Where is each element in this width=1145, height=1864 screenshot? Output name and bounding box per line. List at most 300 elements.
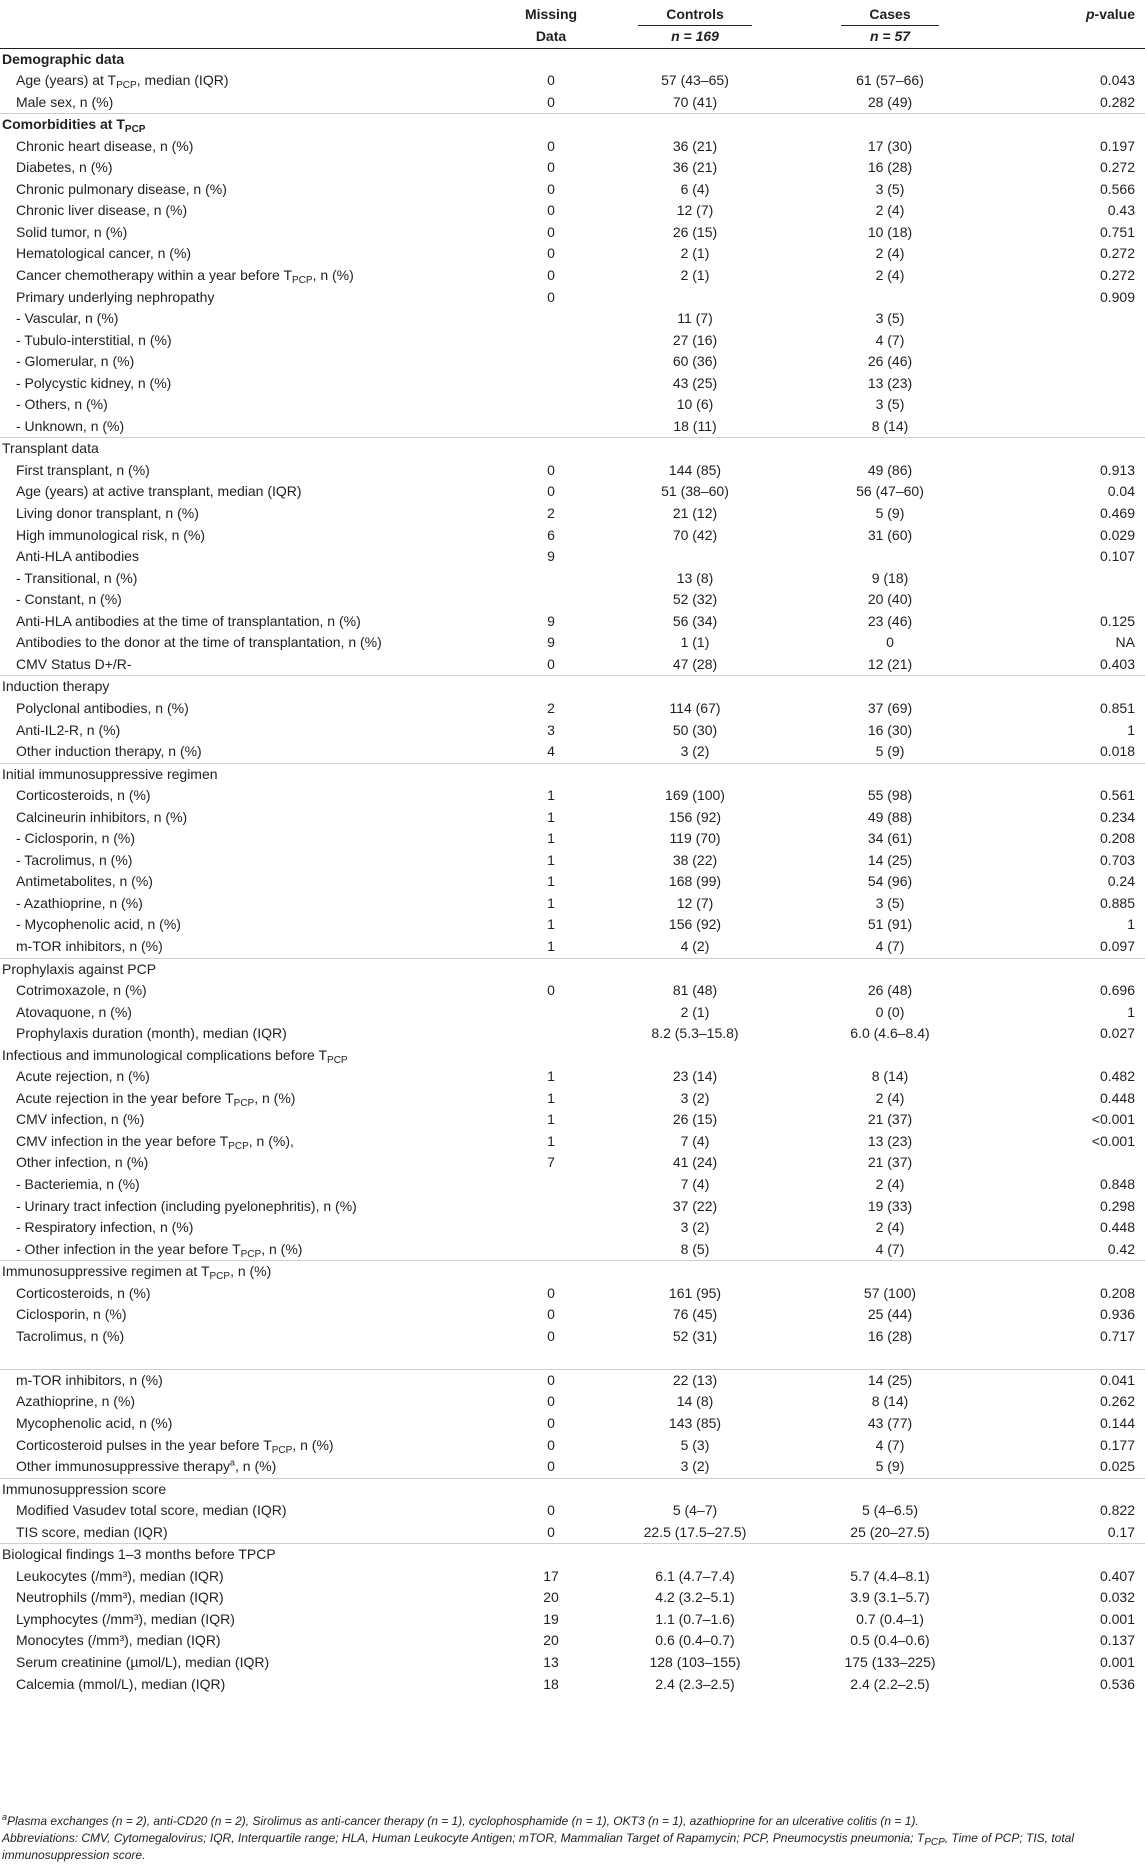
cell-controls: 0.6 (0.4–0.7) — [655, 1632, 735, 1649]
table-row — [0, 481, 1145, 503]
cell-pvalue — [990, 114, 1145, 136]
table-row — [0, 373, 1145, 395]
row-label — [0, 70, 502, 92]
label-text: Prophylaxis against PCP — [2, 960, 157, 977]
header-cases-n: n = 57 — [869, 28, 911, 44]
cell-pvalue: 0.42 — [1107, 1240, 1135, 1257]
cell-controls: 3 (2) — [680, 1219, 710, 1236]
cell-pvalue: 0.407 — [1099, 1567, 1135, 1584]
row-label — [0, 503, 502, 525]
label-text: Neutrophils (/mm³), median (IQR) — [16, 1589, 224, 1606]
row-label — [0, 460, 502, 482]
cell-controls: 22 (13) — [600, 1369, 790, 1391]
cell-pvalue — [990, 568, 1145, 590]
cell-controls: 10 (6) — [676, 396, 714, 413]
section-header-row — [0, 958, 1145, 980]
spacer-cell — [0, 1347, 502, 1369]
cell-controls — [600, 958, 790, 980]
table-row — [0, 850, 1145, 872]
cell-cases — [790, 1261, 990, 1283]
cell-controls: 3 (2) — [680, 1089, 710, 1106]
cell-cases — [790, 676, 990, 698]
table-row — [0, 1391, 1145, 1413]
cell-cases — [790, 1544, 990, 1566]
label-text: Acute rejection in the year before T — [16, 1089, 234, 1106]
cell-controls: 128 (103–155) — [649, 1654, 741, 1671]
cell-controls: 56 (34) — [672, 612, 718, 629]
row-label — [0, 1609, 502, 1631]
cell-pvalue: 0.913 — [1099, 461, 1135, 478]
table-row — [0, 525, 1145, 547]
cell-missing — [502, 589, 600, 611]
label-text: CMV infection, n (%) — [16, 1111, 145, 1128]
row-label — [0, 850, 502, 872]
cell-controls: 70 (42) — [672, 526, 718, 543]
label-text: Calcineurin inhibitors, n (%) — [16, 808, 188, 825]
row-label — [0, 243, 502, 265]
cell-missing: 0 — [547, 1393, 555, 1410]
cell-cases: 4 (7) — [875, 331, 905, 348]
label-text: Polyclonal antibodies, n (%) — [16, 699, 189, 716]
cell-cases: 56 (47–60) — [856, 483, 924, 500]
cell-controls: 4 (2) — [680, 937, 710, 954]
cell-missing — [502, 308, 600, 330]
cell-cases: 6.0 (4.6–8.4) — [850, 1025, 930, 1042]
cell-controls: 51 (38–60) — [661, 483, 729, 500]
row-label — [0, 136, 502, 158]
cell-controls: 12 (7) — [676, 894, 714, 911]
cell-controls: 119 (70) — [669, 830, 721, 847]
table-row — [0, 1369, 1145, 1391]
characteristics-table — [0, 4, 1145, 1695]
cell-cases: 49 (86) — [867, 461, 913, 478]
label-text: - Other infection in the year before T — [16, 1240, 241, 1257]
cell-pvalue: 0.001 — [1099, 1610, 1135, 1627]
label-text: Induction therapy — [2, 678, 110, 695]
cell-controls — [600, 546, 790, 568]
cell-missing — [502, 1261, 600, 1283]
cell-missing — [502, 351, 600, 373]
cell-missing: 17 — [543, 1567, 559, 1584]
cell-cases: 16 (28) — [867, 159, 913, 176]
table-row — [0, 568, 1145, 590]
label-text: CMV Status D+/R- — [16, 655, 132, 672]
cell-missing: 1 — [547, 787, 555, 804]
row-label — [0, 785, 502, 807]
label-text: Tacrolimus, n (%) — [16, 1327, 125, 1344]
section-header-row — [0, 48, 1145, 70]
cell-pvalue: 0.001 — [1099, 1654, 1135, 1671]
header-controls-label: Controls — [638, 4, 752, 26]
label-text: Azathioprine, n (%) — [16, 1393, 136, 1410]
cell-pvalue: <0.001 — [1091, 1111, 1135, 1128]
cell-pvalue: 0.208 — [1099, 1284, 1135, 1301]
label-suffix: , n (%) — [254, 1089, 296, 1106]
section-header-row — [0, 114, 1145, 136]
label-text: Transplant data — [2, 440, 99, 457]
cell-cases: 12 (21) — [867, 655, 913, 672]
row-label — [0, 1304, 502, 1326]
label-text: - Azathioprine, n (%) — [16, 894, 143, 911]
header-data: Data — [535, 28, 567, 44]
table-row — [0, 893, 1145, 915]
cell-cases: 3 (5) — [875, 894, 905, 911]
row-label — [0, 1088, 502, 1110]
cell-cases: 3 (5) — [875, 180, 905, 197]
cell-controls: 6.1 (4.7–7.4) — [655, 1567, 735, 1584]
section-header-row — [0, 1045, 1145, 1067]
cell-controls — [600, 114, 790, 136]
cell-pvalue — [990, 1544, 1145, 1566]
label-text: Anti-HLA antibodies at the time of transplantation, n (%) — [16, 612, 361, 629]
label-text: Corticosteroids, n (%) — [16, 1284, 151, 1301]
cell-controls: 43 (25) — [672, 374, 718, 391]
cell-missing — [502, 1045, 600, 1067]
cell-controls: 41 (24) — [672, 1154, 718, 1171]
cell-pvalue — [990, 1045, 1145, 1067]
cell-pvalue: 0.298 — [1099, 1197, 1135, 1214]
label-text: Corticosteroids, n (%) — [16, 787, 151, 804]
header-controls-n: n = 169 — [671, 28, 719, 44]
row-label — [0, 654, 502, 676]
cell-pvalue: 0.262 — [1099, 1393, 1135, 1410]
table-row — [0, 1131, 1145, 1153]
cell-missing: 0 — [547, 1327, 555, 1344]
header-controls — [600, 4, 790, 26]
row-label — [0, 200, 502, 222]
cell-pvalue: 0.822 — [1099, 1502, 1135, 1519]
section-label — [0, 114, 502, 136]
header-pvalue-rest: -value — [1094, 6, 1135, 23]
cell-cases: 17 (30) — [867, 137, 913, 154]
row-label — [0, 92, 502, 114]
cell-pvalue: 0.536 — [1099, 1675, 1135, 1692]
row-label — [0, 1002, 502, 1024]
section-header-row — [0, 438, 1145, 460]
row-label — [0, 1174, 502, 1196]
cell-cases: 13 (23) — [867, 1132, 913, 1149]
cell-missing — [502, 568, 600, 590]
cell-pvalue: 0.208 — [1099, 830, 1135, 847]
cell-missing — [502, 438, 600, 460]
row-label — [0, 373, 502, 395]
row-label — [0, 1023, 502, 1045]
table-row — [0, 157, 1145, 179]
label-text: Demographic data — [2, 50, 125, 67]
cell-missing: 3 — [547, 721, 555, 738]
row-label — [0, 1066, 502, 1088]
cell-pvalue: 0.041 — [990, 1369, 1145, 1391]
cell-missing: 0 — [547, 1284, 555, 1301]
cell-controls: 1.1 (0.7–1.6) — [655, 1610, 735, 1627]
label-text: Antibodies to the donor at the time of transplantation, n (%) — [16, 634, 382, 651]
cell-cases: 21 (37) — [867, 1154, 913, 1171]
row-label — [0, 1152, 502, 1174]
cell-controls — [600, 1478, 790, 1500]
cell-controls: 27 (16) — [672, 331, 718, 348]
row-label — [0, 936, 502, 958]
label-text: Lymphocytes (/mm³), median (IQR) — [16, 1610, 235, 1627]
table-row — [0, 1023, 1145, 1045]
cell-missing: 1 — [547, 873, 555, 890]
cell-cases: 14 (25) — [790, 1369, 990, 1391]
section-label — [0, 48, 502, 70]
row-label — [0, 1131, 502, 1153]
header-cases — [790, 4, 990, 26]
cell-pvalue: 0.717 — [1099, 1327, 1135, 1344]
table-row — [0, 330, 1145, 352]
cell-missing: 0 — [547, 1458, 555, 1475]
cell-controls: 3 (2) — [680, 743, 710, 760]
cell-cases — [790, 763, 990, 785]
row-label — [0, 1435, 502, 1457]
table-row — [0, 546, 1145, 568]
label-superscript: a — [230, 1457, 236, 1468]
row-label — [0, 525, 502, 547]
cell-controls: 144 (85) — [668, 461, 722, 478]
cell-missing — [502, 676, 600, 698]
cell-controls — [600, 763, 790, 785]
table-row — [0, 179, 1145, 201]
cell-cases — [790, 114, 990, 136]
abbrev-part-2: , Time of PCP; TIS, total immunosuppression score. — [2, 1831, 1075, 1862]
table-row — [0, 871, 1145, 893]
table-row — [0, 741, 1145, 763]
table-row — [0, 654, 1145, 676]
row-label — [0, 1283, 502, 1305]
row-label — [0, 1239, 502, 1261]
row-label — [0, 157, 502, 179]
cell-controls — [600, 1544, 790, 1566]
label-text: Diabetes, n (%) — [16, 159, 113, 176]
cell-controls — [600, 1261, 790, 1283]
label-text: - Unknown, n (%) — [16, 417, 125, 434]
cell-cases: 2 (4) — [875, 1089, 905, 1106]
label-suffix: , n (%) — [312, 267, 354, 284]
cell-pvalue: 0.448 — [1099, 1089, 1135, 1106]
row-label — [0, 568, 502, 590]
spacer-row — [0, 1347, 1145, 1369]
label-text: - Ciclosporin, n (%) — [16, 830, 136, 847]
row-label — [0, 1652, 502, 1674]
label-text: Cotrimoxazole, n (%) — [16, 982, 147, 999]
row-label — [0, 394, 502, 416]
cell-cases: 0 (0) — [875, 1003, 905, 1020]
table-row — [0, 200, 1145, 222]
row-label — [0, 265, 502, 287]
spacer-cell — [502, 1347, 600, 1369]
label-text: Calcemia (mmol/L), median (IQR) — [16, 1675, 226, 1692]
cell-controls — [600, 1045, 790, 1067]
section-label — [0, 763, 502, 785]
table-row — [0, 1174, 1145, 1196]
label-text: Other induction therapy, n (%) — [16, 743, 202, 760]
cell-controls: 4.2 (3.2–5.1) — [655, 1589, 735, 1606]
cell-pvalue: 1 — [1127, 721, 1135, 738]
cell-cases: 23 (46) — [867, 612, 913, 629]
row-label — [0, 1587, 502, 1609]
section-header-row — [0, 763, 1145, 785]
cell-controls — [600, 287, 790, 309]
label-subscript: PCP — [233, 1097, 255, 1109]
section-label — [0, 958, 502, 980]
table-row — [0, 1066, 1145, 1088]
cell-missing — [502, 1023, 600, 1045]
cell-pvalue: 0.848 — [1099, 1175, 1135, 1192]
cell-controls: 6 (4) — [680, 180, 710, 197]
row-label — [0, 698, 502, 720]
cell-cases: 2 (4) — [875, 1175, 905, 1192]
cell-controls: 70 (41) — [672, 93, 718, 110]
cell-cases: 51 (91) — [867, 916, 913, 933]
cell-pvalue: 0.566 — [1099, 180, 1135, 197]
cell-cases: 8 (14) — [871, 1393, 909, 1410]
cell-cases: 5.7 (4.4–8.1) — [850, 1567, 930, 1584]
table-row — [0, 914, 1145, 936]
table-row — [0, 394, 1145, 416]
cell-controls: 3 (2) — [680, 1458, 710, 1475]
cell-pvalue: 0.125 — [1099, 612, 1135, 629]
cell-pvalue: 0.027 — [1099, 1025, 1135, 1042]
table-row — [0, 351, 1145, 373]
cell-missing — [502, 1217, 600, 1239]
label-suffix: , n (%) — [261, 1240, 303, 1257]
cell-pvalue: 0.043 — [1099, 72, 1135, 89]
cell-controls: 2 (1) — [680, 267, 710, 284]
label-text: Acute rejection, n (%) — [16, 1068, 150, 1085]
table-row — [0, 70, 1145, 92]
cell-missing: 0 — [547, 483, 555, 500]
cell-missing: 18 — [543, 1675, 559, 1692]
cell-missing — [502, 416, 600, 438]
cell-pvalue: 0.144 — [1099, 1415, 1135, 1431]
spacer-cell — [790, 1347, 990, 1369]
cell-cases: 3 (5) — [875, 310, 905, 327]
label-text: First transplant, n (%) — [16, 461, 150, 478]
cell-missing: 1 — [547, 937, 555, 954]
cell-missing — [502, 1239, 600, 1261]
header-blank — [0, 4, 502, 26]
cell-cases — [790, 1045, 990, 1067]
cell-missing — [502, 958, 600, 980]
cell-cases: 55 (98) — [867, 787, 913, 804]
cell-pvalue — [990, 676, 1145, 698]
cell-cases — [790, 1478, 990, 1500]
cell-pvalue: 0.561 — [1099, 787, 1135, 804]
section-label — [0, 438, 502, 460]
cell-missing: 0 — [547, 137, 555, 154]
cell-pvalue — [990, 958, 1145, 980]
row-label — [0, 1369, 502, 1391]
row-label — [0, 980, 502, 1002]
cell-cases: 26 (48) — [867, 982, 913, 999]
row-label — [0, 546, 502, 568]
row-label — [0, 1326, 502, 1348]
cell-pvalue — [990, 330, 1145, 352]
cell-missing — [502, 394, 600, 416]
abbrev-sub: PCP — [924, 1837, 945, 1848]
table-row — [0, 828, 1145, 850]
cell-cases: 16 (28) — [867, 1327, 913, 1344]
table-row — [0, 1609, 1145, 1631]
table-row — [0, 1630, 1145, 1652]
cell-cases: 5 (4–6.5) — [861, 1502, 919, 1519]
cell-missing — [502, 1174, 600, 1196]
table-row — [0, 416, 1145, 438]
cell-pvalue — [990, 394, 1145, 416]
cell-missing — [502, 48, 600, 70]
cell-controls: 36 (21) — [672, 137, 718, 154]
cell-missing: 1 — [547, 808, 555, 825]
cell-controls: 52 (32) — [672, 591, 718, 608]
table-row — [0, 1326, 1145, 1348]
cell-pvalue: 0.272 — [1099, 159, 1135, 176]
table-row — [0, 1522, 1145, 1544]
cell-pvalue — [990, 1152, 1145, 1174]
label-text: Male sex, n (%) — [16, 93, 114, 110]
table-row — [0, 287, 1145, 309]
table-row — [0, 980, 1145, 1002]
abbrev-part-1: Abbreviations: CMV, Cytomegalovirus; IQR, Interquartile range; HLA, Human Leukocyte Antigen; mTOR, Mammalian Target of Rapamycin; PCP, Pneumocystis pneumonia; T — [2, 1831, 925, 1845]
cell-controls: 2 (1) — [680, 1003, 710, 1020]
label-text: - Respiratory infection, n (%) — [16, 1219, 194, 1236]
cell-pvalue: 0.097 — [1099, 937, 1135, 954]
cell-cases: 2 (4) — [875, 1219, 905, 1236]
cell-controls: 57 (43–65) — [661, 72, 729, 89]
cell-cases: 61 (57–66) — [856, 72, 924, 89]
label-text: CMV infection in the year before T — [16, 1132, 229, 1149]
table-row — [0, 589, 1145, 611]
cell-cases: 5 (9) — [875, 743, 905, 760]
label-text: - Polycystic kidney, n (%) — [16, 374, 172, 391]
table-row — [0, 698, 1145, 720]
table-row — [0, 785, 1145, 807]
label-text: - Transitional, n (%) — [16, 569, 138, 586]
cell-pvalue: 0.272 — [1099, 267, 1135, 284]
cell-pvalue — [990, 416, 1145, 438]
table-row — [0, 1304, 1145, 1326]
cell-controls: 52 (31) — [672, 1327, 718, 1344]
cell-missing: 4 — [547, 743, 555, 760]
cell-pvalue: 0.282 — [1099, 93, 1135, 110]
row-label — [0, 807, 502, 829]
spacer-cell — [600, 1347, 790, 1369]
cell-missing: 9 — [547, 548, 555, 565]
table-row — [0, 308, 1145, 330]
label-suffix: , n (%) — [230, 1263, 272, 1280]
cell-missing — [502, 1002, 600, 1024]
cell-pvalue: NA — [1115, 634, 1135, 651]
cell-controls — [600, 48, 790, 70]
row-label — [0, 179, 502, 201]
cell-cases: 43 (77) — [867, 1415, 913, 1431]
label-text: - Others, n (%) — [16, 396, 108, 413]
row-label — [0, 741, 502, 763]
row-label — [0, 330, 502, 352]
table-row — [0, 1566, 1145, 1588]
cell-cases — [790, 958, 990, 980]
header-pvalue-p: p — [1085, 6, 1095, 23]
footnote-a-marker: a — [2, 1812, 8, 1822]
cell-missing: 20 — [543, 1589, 559, 1606]
row-label — [0, 871, 502, 893]
cell-missing: 0 — [547, 1502, 555, 1519]
cell-cases: 54 (96) — [867, 873, 913, 890]
label-text: Other infection, n (%) — [16, 1154, 149, 1171]
cell-cases: 34 (61) — [867, 830, 913, 847]
row-label — [0, 351, 502, 373]
label-subscript: PCP — [124, 124, 146, 136]
